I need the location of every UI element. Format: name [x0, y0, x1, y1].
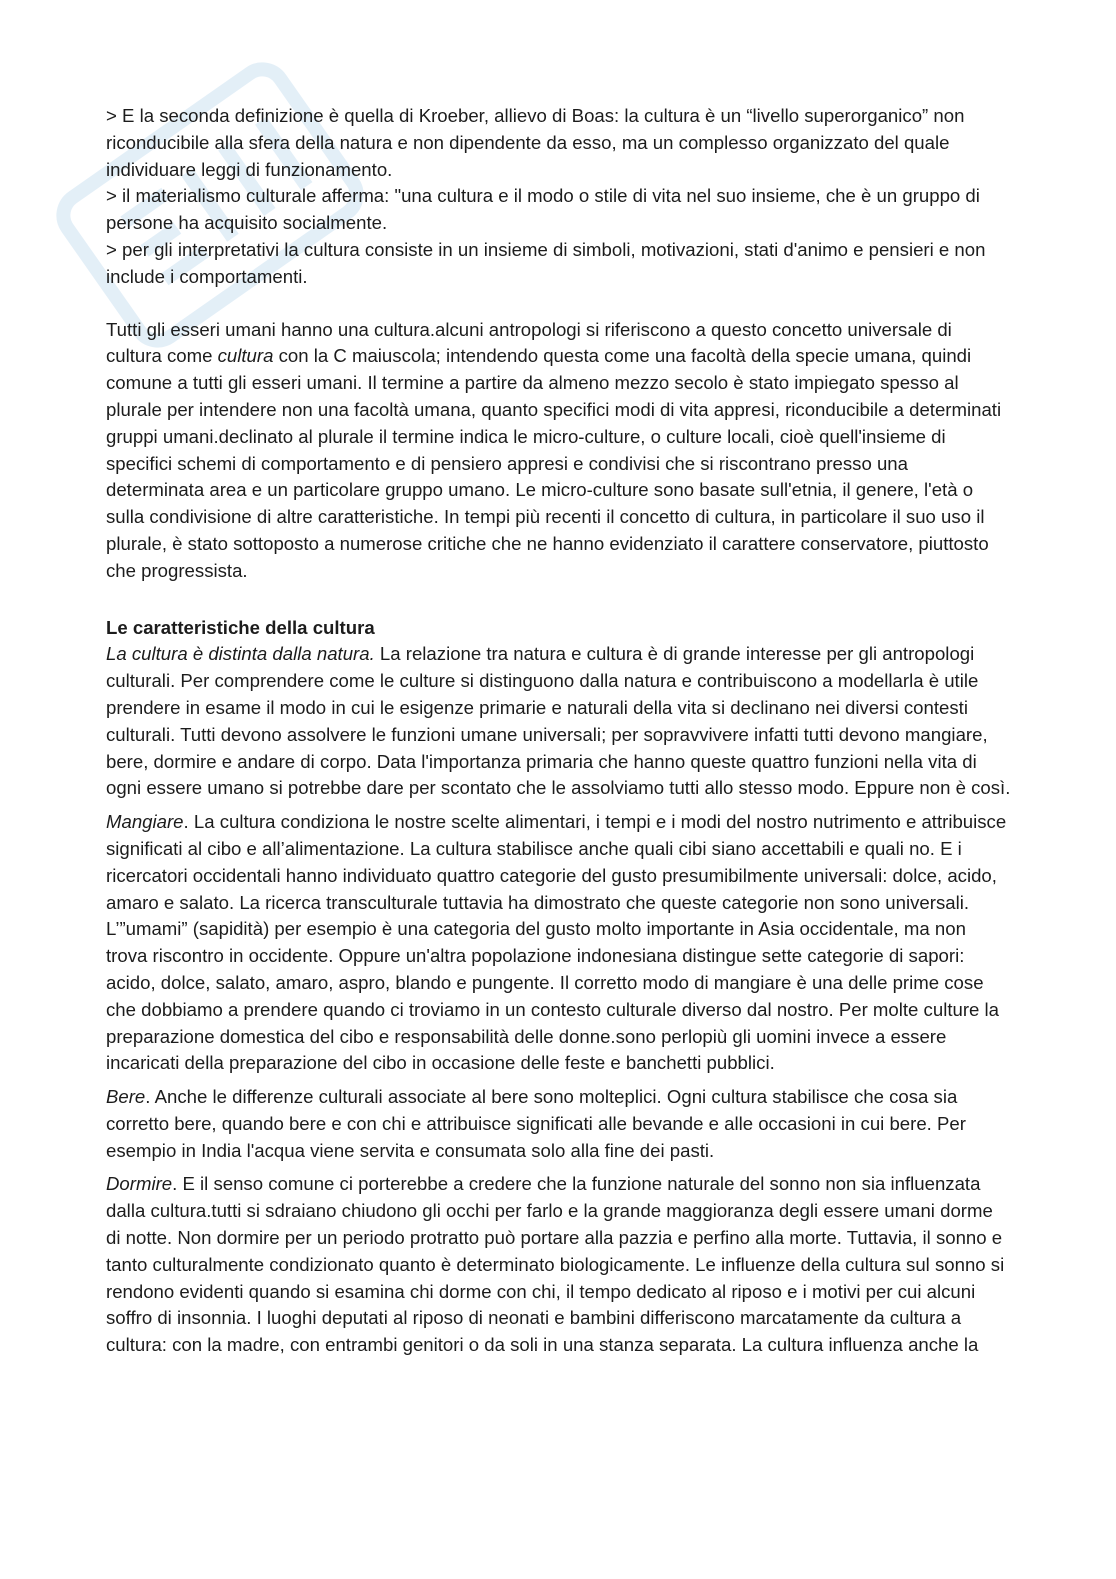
intro-line: > per gli interpretativi la cultura consiste in un insieme di simboli, motivazioni, stati d'animo e pensieri e non include i comportamenti. — [106, 238, 986, 287]
paragraph-text: La relazione tra natura e cultura è di grande interesse per gli antropologi culturali. Per comprendere come le culture si distinguono dalla natura e contribuiscono a modellarla è utile prendere in esame il modo in cui le esigenze primarie e naturali della vita si declinano nei diversi contesti culturali. Tutti devono assolvere le funzioni umane universali; per sopravvivere infatti tutti devono mangiare, bere, dormire e andare di corpo. Data l'importanza primaria che hanno queste quattro funzioni nella vita di ogni essere umano si potrebbe dare per scontato che le assolviamo tutti allo stesso modo. Eppure non è così. — [106, 643, 1011, 799]
paragraph-lead: Mangiare — [106, 811, 184, 833]
paragraph-lead: Dormire — [106, 1173, 173, 1195]
paragraph-lead: Bere — [106, 1086, 146, 1108]
universal-culture-paragraph — [106, 317, 1011, 585]
paragraph-spacer — [106, 291, 1011, 317]
paragraph-spacer — [106, 585, 1011, 615]
mangiare-paragraph — [106, 809, 1011, 1077]
section-heading: Le caratteristiche della cultura — [106, 616, 375, 638]
paragraph-text: . La cultura condiziona le nostre scelte alimentari, i tempi e i modi del nostro nutrimento e attribuisce significati al cibo e all’alimentazione. La cultura stabilisce anche quali cibi siano accettabili e quali no. E i ricercatori occidentali hanno individuato quattro categorie del gusto presumibilmente universali: dolce, acido, amaro e salato. La ricerca transculturale tuttavia ha dimostrato che queste categorie non sono universali. L’”umami” (sapidità) per esempio è una categoria del gusto molto importante in Asia occidentale, ma non trova riscontro in occidente. Oppure un'altra popolazione indonesiana distingue sette categorie di sapori: acido, dolce, salato, amaro, aspro, blando e pungente. Il corretto modo di mangiare è una delle prime cose che dobbiamo a prendere quando ci troviamo in un contesto culturale diverso dal nostro. Per molte culture la preparazione domestica del cibo e responsabilità delle donne.sono perlopiù gli uomini invece a essere incaricati della preparazione del cibo in occasione delle feste e banchetti pubblici. — [106, 811, 1007, 1074]
paragraph-lead: La cultura è distinta dalla natura. — [106, 643, 375, 665]
bere-paragraph — [106, 1084, 1011, 1164]
dormire-paragraph — [106, 1171, 1011, 1359]
intro-line: > E la seconda definizione è quella di Kroeber, allievo di Boas: la cultura è un “livello superorganico” non riconducibile alla sfera della natura e non dipendente da esso, ma un complesso organizzato del quale individuare leggi di funzionamento. — [106, 105, 965, 180]
paragraph-text: Tutti gli esseri umani hanno una cultura.alcuni antropologi si riferiscono a questo concetto universale di cultura come — [106, 318, 952, 367]
italic-term: cultura — [217, 345, 274, 367]
paragraph-text: . Anche le differenze culturali associate al bere sono molteplici. Ogni cultura stabilisce che cosa sia corretto bere, quando bere e con chi e attribuisce significati alle bevande e alle occasioni in cui bere. Per esempio in India l'acqua viene servita e consumata solo alla fine dei pasti. — [106, 1086, 966, 1161]
paragraph-text: . E il senso comune ci porterebbe a credere che la funzione naturale del sonno non sia influenzata dalla cultura.tutti si sdraiano chiudono gli occhi per farlo e la grande maggioranza degli essere umani dorme di notte. Non dormire per un periodo protratto può portare alla pazzia e perfino alla morte. Tuttavia, il sonno e tanto culturalmente condizionato quanto è determinato biologicamente. Le influenze della cultura sul sonno si rendono evidenti quando si esamina chi dorme con chi, il tempo dedicato al riposo e i motivi per cui alcuni soffro di insonnia. I luoghi deputati al riposo di neonati e bambini differiscono marcatamente da cultura a cultura: con la madre, con entrambi genitori o da soli in una stanza separata. La cultura influenza anche la — [106, 1173, 1005, 1356]
document-body — [106, 103, 1011, 1359]
paragraph-text: con la C maiuscola; intendendo questa come una facoltà della specie umana, quindi comune a tutti gli esseri umani. Il termine a partire da almeno mezzo secolo è stato impiegato spesso al plurale per intendere non una facoltà umana, quanto specifici modi di vita appresi, riconducibile a determinati gruppi umani.declinato al plurale il termine indica le micro-culture, o culture locali, cioè quell'insieme di specifici schemi di comportamento e di pensiero appresi e condivisi che si riscontrano presso una determinata area e un particolare gruppo umano. Le micro-culture sono basate sull'etnia, il genere, l'età o sulla condivisione di altre caratteristiche. In tempi più recenti il concetto di cultura, in particolare il suo uso il plurale, è stato sottoposto a numerose critiche che ne hanno evidenziato il carattere conservatore, piuttosto che progressista. — [106, 345, 1002, 581]
nature-paragraph — [106, 641, 1011, 802]
intro-line: > il materialismo culturale afferma: "una cultura e il modo o stile di vita nel suo insieme, che è un gruppo di persone ha acquisito socialmente. — [106, 185, 980, 234]
